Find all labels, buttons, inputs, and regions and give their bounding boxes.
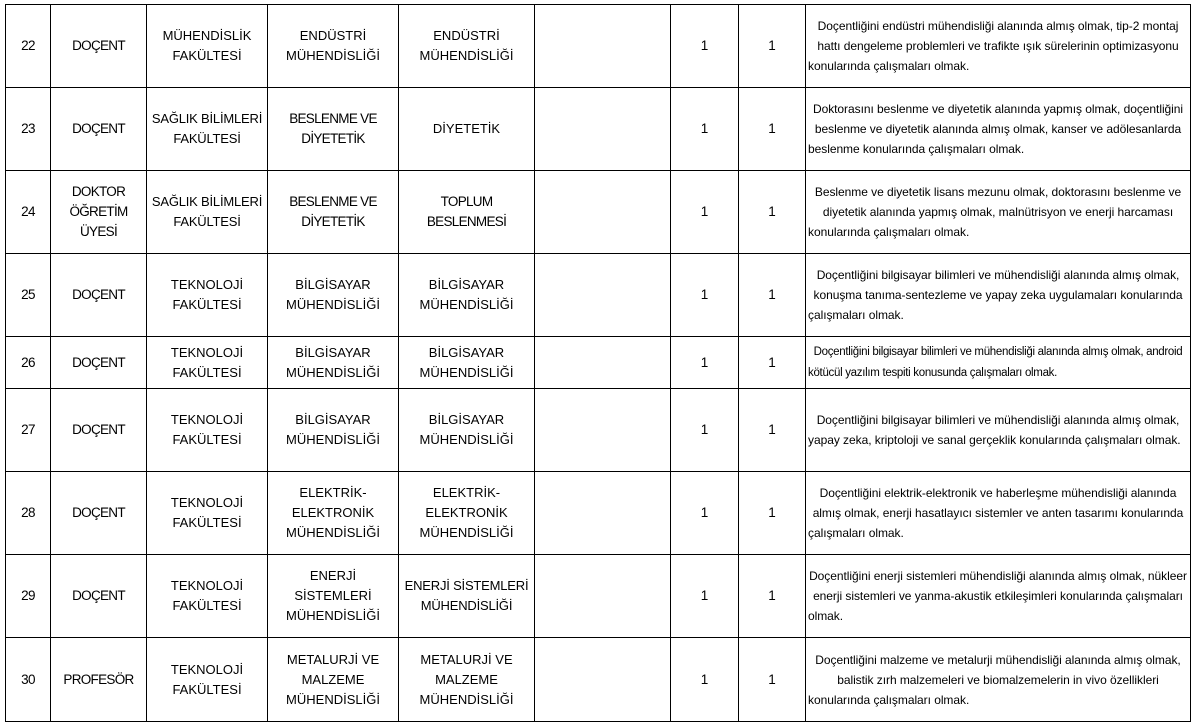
requirement: Beslenme ve diyetetik lisans mezunu olmak, doktorasını beslenme ve diyetetik alanında yapmış olmak, malnütrisyon ve enerji harcaması konularında çalışmaları olmak. xyxy=(806,171,1191,254)
program: ENDÜSTRİ MÜHENDİSLİĞİ xyxy=(399,5,535,88)
faculty: TEKNOLOJİ FAKÜLTESİ xyxy=(147,389,268,472)
requirement: Doçentliğini malzeme ve metalurji mühendisliği alanında almış olmak, balistik zırh malzemeleri ve biomalzemelerin in vivo özellikleri konularında çalışmaları olmak. xyxy=(806,638,1191,722)
requirement: Doçentliğini elektrik-elektronik ve haberleşme mühendisliği alanında almış olmak, enerji hasatlayıcı sistemler ve anten tasarımı konularında çalışmaları olmak. xyxy=(806,472,1191,555)
program: BİLGİSAYAR MÜHENDİSLİĞİ xyxy=(399,337,535,389)
requirement: Doktorasını beslenme ve diyetetik alanında yapmış olmak, doçentliğini beslenme ve diyetetik alanında almış olmak, kanser ve adölesanlarda beslenme konularında çalışmaları olmak. xyxy=(806,88,1191,171)
table-row xyxy=(6,389,1191,472)
requirement: Doçentliğini bilgisayar bilimleri ve mühendisliği alanında almış olmak, yapay zeka, kriptoloji ve sanal gerçeklik konularında çalışmaları olmak. xyxy=(806,389,1191,472)
faculty: SAĞLIK BİLİMLERİ FAKÜLTESİ xyxy=(147,88,268,171)
table-row xyxy=(6,171,1191,254)
department: BİLGİSAYAR MÜHENDİSLİĞİ xyxy=(268,337,399,389)
academic-title: DOÇENT xyxy=(51,5,147,88)
count-1: 1 xyxy=(671,5,739,88)
count-1: 1 xyxy=(671,337,739,389)
row-number: 28 xyxy=(6,472,51,555)
count-2: 1 xyxy=(739,555,806,638)
department: ELEKTRİK-ELEKTRONİK MÜHENDİSLİĞİ xyxy=(268,472,399,555)
count-1: 1 xyxy=(671,389,739,472)
department: BİLGİSAYAR MÜHENDİSLİĞİ xyxy=(268,254,399,337)
count-2: 1 xyxy=(739,389,806,472)
row-number: 24 xyxy=(6,171,51,254)
count-1: 1 xyxy=(671,88,739,171)
program: ELEKTRİK-ELEKTRONİK MÜHENDİSLİĞİ xyxy=(399,472,535,555)
empty-cell xyxy=(535,5,671,88)
program: ENERJİ SİSTEMLERİ MÜHENDİSLİĞİ xyxy=(399,555,535,638)
academic-title: DOÇENT xyxy=(51,555,147,638)
count-1: 1 xyxy=(671,171,739,254)
requirement: Doçentliğini bilgisayar bilimleri ve mühendisliği alanında almış olmak, konuşma tanıma-sentezleme ve yapay zeka uygulamaları konularında çalışmaları olmak. xyxy=(806,254,1191,337)
faculty: TEKNOLOJİ FAKÜLTESİ xyxy=(147,337,268,389)
academic-title: DOÇENT xyxy=(51,337,147,389)
empty-cell xyxy=(535,638,671,722)
row-number: 23 xyxy=(6,88,51,171)
program: BİLGİSAYAR MÜHENDİSLİĞİ xyxy=(399,389,535,472)
requirement: Doçentliğini bilgisayar bilimleri ve mühendisliği alanında almış olmak, android kötücül yazılım tespiti konusunda çalışmaları olmak. xyxy=(806,337,1191,389)
table-row xyxy=(6,638,1191,722)
positions-table xyxy=(5,4,1191,722)
count-2: 1 xyxy=(739,88,806,171)
row-number: 25 xyxy=(6,254,51,337)
row-number: 30 xyxy=(6,638,51,722)
empty-cell xyxy=(535,171,671,254)
table-row xyxy=(6,5,1191,88)
department: BESLENME VE DİYETETİK xyxy=(268,171,399,254)
row-number: 29 xyxy=(6,555,51,638)
faculty: TEKNOLOJİ FAKÜLTESİ xyxy=(147,472,268,555)
department: ENERJİ SİSTEMLERİ MÜHENDİSLİĞİ xyxy=(268,555,399,638)
table-row xyxy=(6,472,1191,555)
empty-cell xyxy=(535,389,671,472)
department: BESLENME VE DİYETETİK xyxy=(268,88,399,171)
empty-cell xyxy=(535,555,671,638)
program: DİYETETİK xyxy=(399,88,535,171)
table-row xyxy=(6,555,1191,638)
count-1: 1 xyxy=(671,638,739,722)
program: METALURJİ VE MALZEME MÜHENDİSLİĞİ xyxy=(399,638,535,722)
count-1: 1 xyxy=(671,254,739,337)
faculty: MÜHENDİSLİK FAKÜLTESİ xyxy=(147,5,268,88)
count-1: 1 xyxy=(671,555,739,638)
table-row xyxy=(6,254,1191,337)
empty-cell xyxy=(535,254,671,337)
academic-title: DOÇENT xyxy=(51,389,147,472)
empty-cell xyxy=(535,472,671,555)
count-2: 1 xyxy=(739,337,806,389)
row-number: 27 xyxy=(6,389,51,472)
count-2: 1 xyxy=(739,472,806,555)
empty-cell xyxy=(535,337,671,389)
table-body xyxy=(6,5,1191,722)
academic-title: PROFESÖR xyxy=(51,638,147,722)
academic-title: DOÇENT xyxy=(51,472,147,555)
table-row xyxy=(6,337,1191,389)
department: METALURJİ VE MALZEME MÜHENDİSLİĞİ xyxy=(268,638,399,722)
row-number: 26 xyxy=(6,337,51,389)
row-number: 22 xyxy=(6,5,51,88)
count-2: 1 xyxy=(739,254,806,337)
count-1: 1 xyxy=(671,472,739,555)
requirement: Doçentliğini enerji sistemleri mühendisliği alanında almış olmak, nükleer enerji sistemleri ve yanma-akustik etkileşimleri konularında çalışmaları olmak. xyxy=(806,555,1191,638)
academic-title: DOÇENT xyxy=(51,88,147,171)
faculty: TEKNOLOJİ FAKÜLTESİ xyxy=(147,638,268,722)
count-2: 1 xyxy=(739,171,806,254)
program: BİLGİSAYAR MÜHENDİSLİĞİ xyxy=(399,254,535,337)
faculty: TEKNOLOJİ FAKÜLTESİ xyxy=(147,555,268,638)
department: ENDÜSTRİ MÜHENDİSLİĞİ xyxy=(268,5,399,88)
department: BİLGİSAYAR MÜHENDİSLİĞİ xyxy=(268,389,399,472)
requirement: Doçentliğini endüstri mühendisliği alanında almış olmak, tip-2 montaj hattı dengeleme problemleri ve trafikte ışık sürelerinin optimizasyonu konularında çalışmaları olmak. xyxy=(806,5,1191,88)
program: TOPLUM BESLENMESİ xyxy=(399,171,535,254)
academic-title: DOÇENT xyxy=(51,254,147,337)
empty-cell xyxy=(535,88,671,171)
faculty: TEKNOLOJİ FAKÜLTESİ xyxy=(147,254,268,337)
count-2: 1 xyxy=(739,5,806,88)
academic-title: DOKTOR ÖĞRETİM ÜYESİ xyxy=(51,171,147,254)
count-2: 1 xyxy=(739,638,806,722)
table-row xyxy=(6,88,1191,171)
faculty: SAĞLIK BİLİMLERİ FAKÜLTESİ xyxy=(147,171,268,254)
